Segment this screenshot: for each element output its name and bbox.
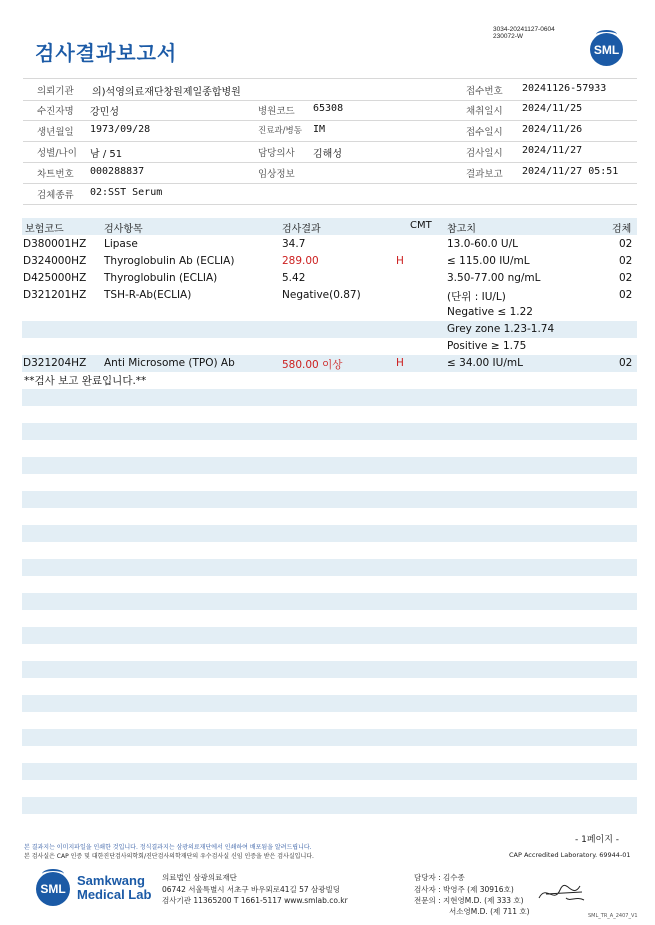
row-result: Negative(0.87) [282,289,361,301]
info-row-specimen [23,183,637,205]
table-row [22,356,637,373]
results-header [22,218,637,235]
dept-label: 진료과/병동 [258,126,302,136]
institution-label: 의뢰기관 [37,86,74,97]
chart-value: 000288837 [90,166,145,177]
row-item: Anti Microsome (TPO) Ab [104,357,235,369]
row-result: 289.00 [282,255,319,267]
test-date-value: 2024/11/27 [522,145,583,156]
row-specimen: 02 [619,238,633,250]
table-stripe [22,559,637,576]
tester-label: 검사자 : [414,885,441,894]
specialist-line [414,895,524,906]
col-reference: 참고치 [447,224,476,235]
staff-label: 담당자 : [414,873,441,882]
info-row-sex-age [23,141,637,163]
footer-note-image: 본 결과지는 이미지파일을 인쇄한 것입니다. 정식결과지는 삼광의료재단에서 인쇄하여 배포됨을 알려드립니다. [24,844,312,851]
table-row [22,322,637,339]
lab-name-line2: Medical Lab [77,887,152,902]
specialist-value-1: 지현영M.D. (제 333 호) [443,896,524,905]
col-item: 검사항목 [104,224,143,235]
clinical-label: 임상정보 [258,169,295,180]
table-stripe [22,797,637,814]
row-reference: 13.0-60.0 U/L [447,238,518,250]
completion-note: **검사 보고 완료입니다.** [24,375,147,387]
row-item: Thyroglobulin (ECLIA) [104,272,218,284]
table-stripe [22,661,637,678]
document-id-line1: 3034-20241127-0604 [493,26,555,33]
row-code: D425000HZ [23,272,87,284]
row-item: Thyroglobulin Ab (ECLIA) [104,255,235,267]
org-name: 의료법인 삼광의료재단 [162,873,237,882]
lab-name [77,874,151,902]
chart-label: 차트번호 [37,169,74,180]
row-reference: 3.50-77.00 ng/mL [447,272,541,284]
col-specimen: 검체 [612,224,632,235]
row-code: D321201HZ [23,289,87,301]
report-title: 검사결과보고서 [35,41,178,65]
row-specimen: 02 [619,272,633,284]
table-stripe [22,763,637,780]
collection-date-value: 2024/11/25 [522,103,583,114]
signature-mark [536,880,586,906]
info-row-chart [23,162,637,184]
receipt-date-value: 2024/11/26 [522,124,583,135]
org-address: 06742 서울특별시 서초구 바우뫼로41길 57 삼광빌딩 [162,885,341,894]
specimen-value: 02:SST Serum [90,187,163,198]
patient-value: 강민성 [90,107,119,118]
row-reference: Grey zone 1.23-1.74 [447,323,555,335]
receipt-no-value: 20241126-57933 [522,83,607,94]
footer-note-cap: 본 검사실은 CAP 인증 및 대한진단검사의학회/진단검사의학재단의 우수검사실 신임 인증을 받은 검사실입니다. [24,853,314,860]
row-result: 580.00 이상 [282,359,343,371]
table-stripe [22,423,637,440]
receipt-no-label: 접수번호 [466,86,503,97]
sex-age-value: 남 / 51 [90,149,123,160]
doctor-value: 김해성 [313,149,342,160]
birth-value: 1973/09/28 [90,124,151,135]
row-item: Lipase [104,238,138,250]
sml-logo: SML [590,33,623,66]
row-flag: H [396,255,404,267]
birth-label: 생년월일 [37,127,74,138]
report-label: 결과보고 [466,169,503,180]
table-stripe [22,593,637,610]
form-code: SML_TR_A_2407_V1 [588,913,638,919]
document-id [493,26,555,40]
completion-note-row [22,372,637,389]
page-number: - 1페이지 - [575,835,620,845]
doctor-label: 담당의사 [258,148,295,159]
staff-value: 김수종 [443,873,465,882]
row-reference: (단위 : IU/L) [447,291,506,303]
report-value: 2024/11/27 05:51 [522,166,619,177]
row-code: D380001HZ [23,238,87,250]
tester-line [414,884,514,895]
org-contact: 검사기관 11365200 T 1661-5117 www.smlab.co.kr [162,896,348,905]
row-result: 34.7 [282,238,306,250]
table-stripe [22,695,637,712]
table-stripe [22,729,637,746]
col-cmt: CMT [410,220,432,231]
row-flag: H [396,357,404,369]
row-item: TSH-R-Ab(ECLIA) [104,289,192,301]
table-row [22,254,637,271]
table-stripe [22,525,637,542]
col-result: 검사결과 [282,224,321,235]
document-id-line2: 230072-W [493,33,523,40]
table-row [22,271,637,288]
hospital-code-value: 65308 [313,103,344,114]
institution-value: 의)석영의료재단창원제일종합병원 [92,87,241,98]
row-specimen: 02 [619,289,633,301]
sex-age-label: 성별/나이 [37,148,77,159]
table-row [22,339,637,356]
table-row [22,288,637,305]
specialist-value-2: 서소영M.D. (제 711 호) [449,907,530,916]
collection-date-label: 채취일시 [466,106,503,117]
info-row-birth [23,120,637,142]
info-row-institution [23,78,637,101]
tester-value: 박영주 (제 30916호) [443,885,514,894]
row-reference: ≤ 34.00 IU/mL [447,357,523,369]
row-reference: Positive ≥ 1.75 [447,340,527,352]
col-code: 보험코드 [25,224,64,235]
table-stripe [22,491,637,508]
dept-value: IM [313,124,326,135]
staff-line [414,872,465,883]
test-date-label: 검사일시 [466,148,503,159]
lab-name-line1: Samkwang [77,873,145,888]
row-code: D321204HZ [23,357,87,369]
row-reference: Negative ≤ 1.22 [447,306,533,318]
table-row [22,237,637,254]
table-stripe [22,389,637,406]
receipt-date-label: 접수일시 [466,127,503,138]
cap-accreditation: CAP Accredited Laboratory. 69944-01 [509,851,631,859]
specimen-label: 검체종류 [37,190,74,201]
row-specimen: 02 [619,255,633,267]
hospital-code-label: 병원코드 [258,106,295,117]
row-result: 5.42 [282,272,306,284]
table-stripe [22,457,637,474]
patient-label: 수진자명 [37,106,74,117]
row-specimen: 02 [619,357,633,369]
row-code: D324000HZ [23,255,87,267]
info-row-patient [23,99,637,121]
table-row [22,305,637,322]
specialist-label: 전문의 : [414,896,441,905]
row-reference: ≤ 115.00 IU/mL [447,255,530,267]
table-stripe [22,627,637,644]
samkwang-logo: SML [36,872,70,906]
